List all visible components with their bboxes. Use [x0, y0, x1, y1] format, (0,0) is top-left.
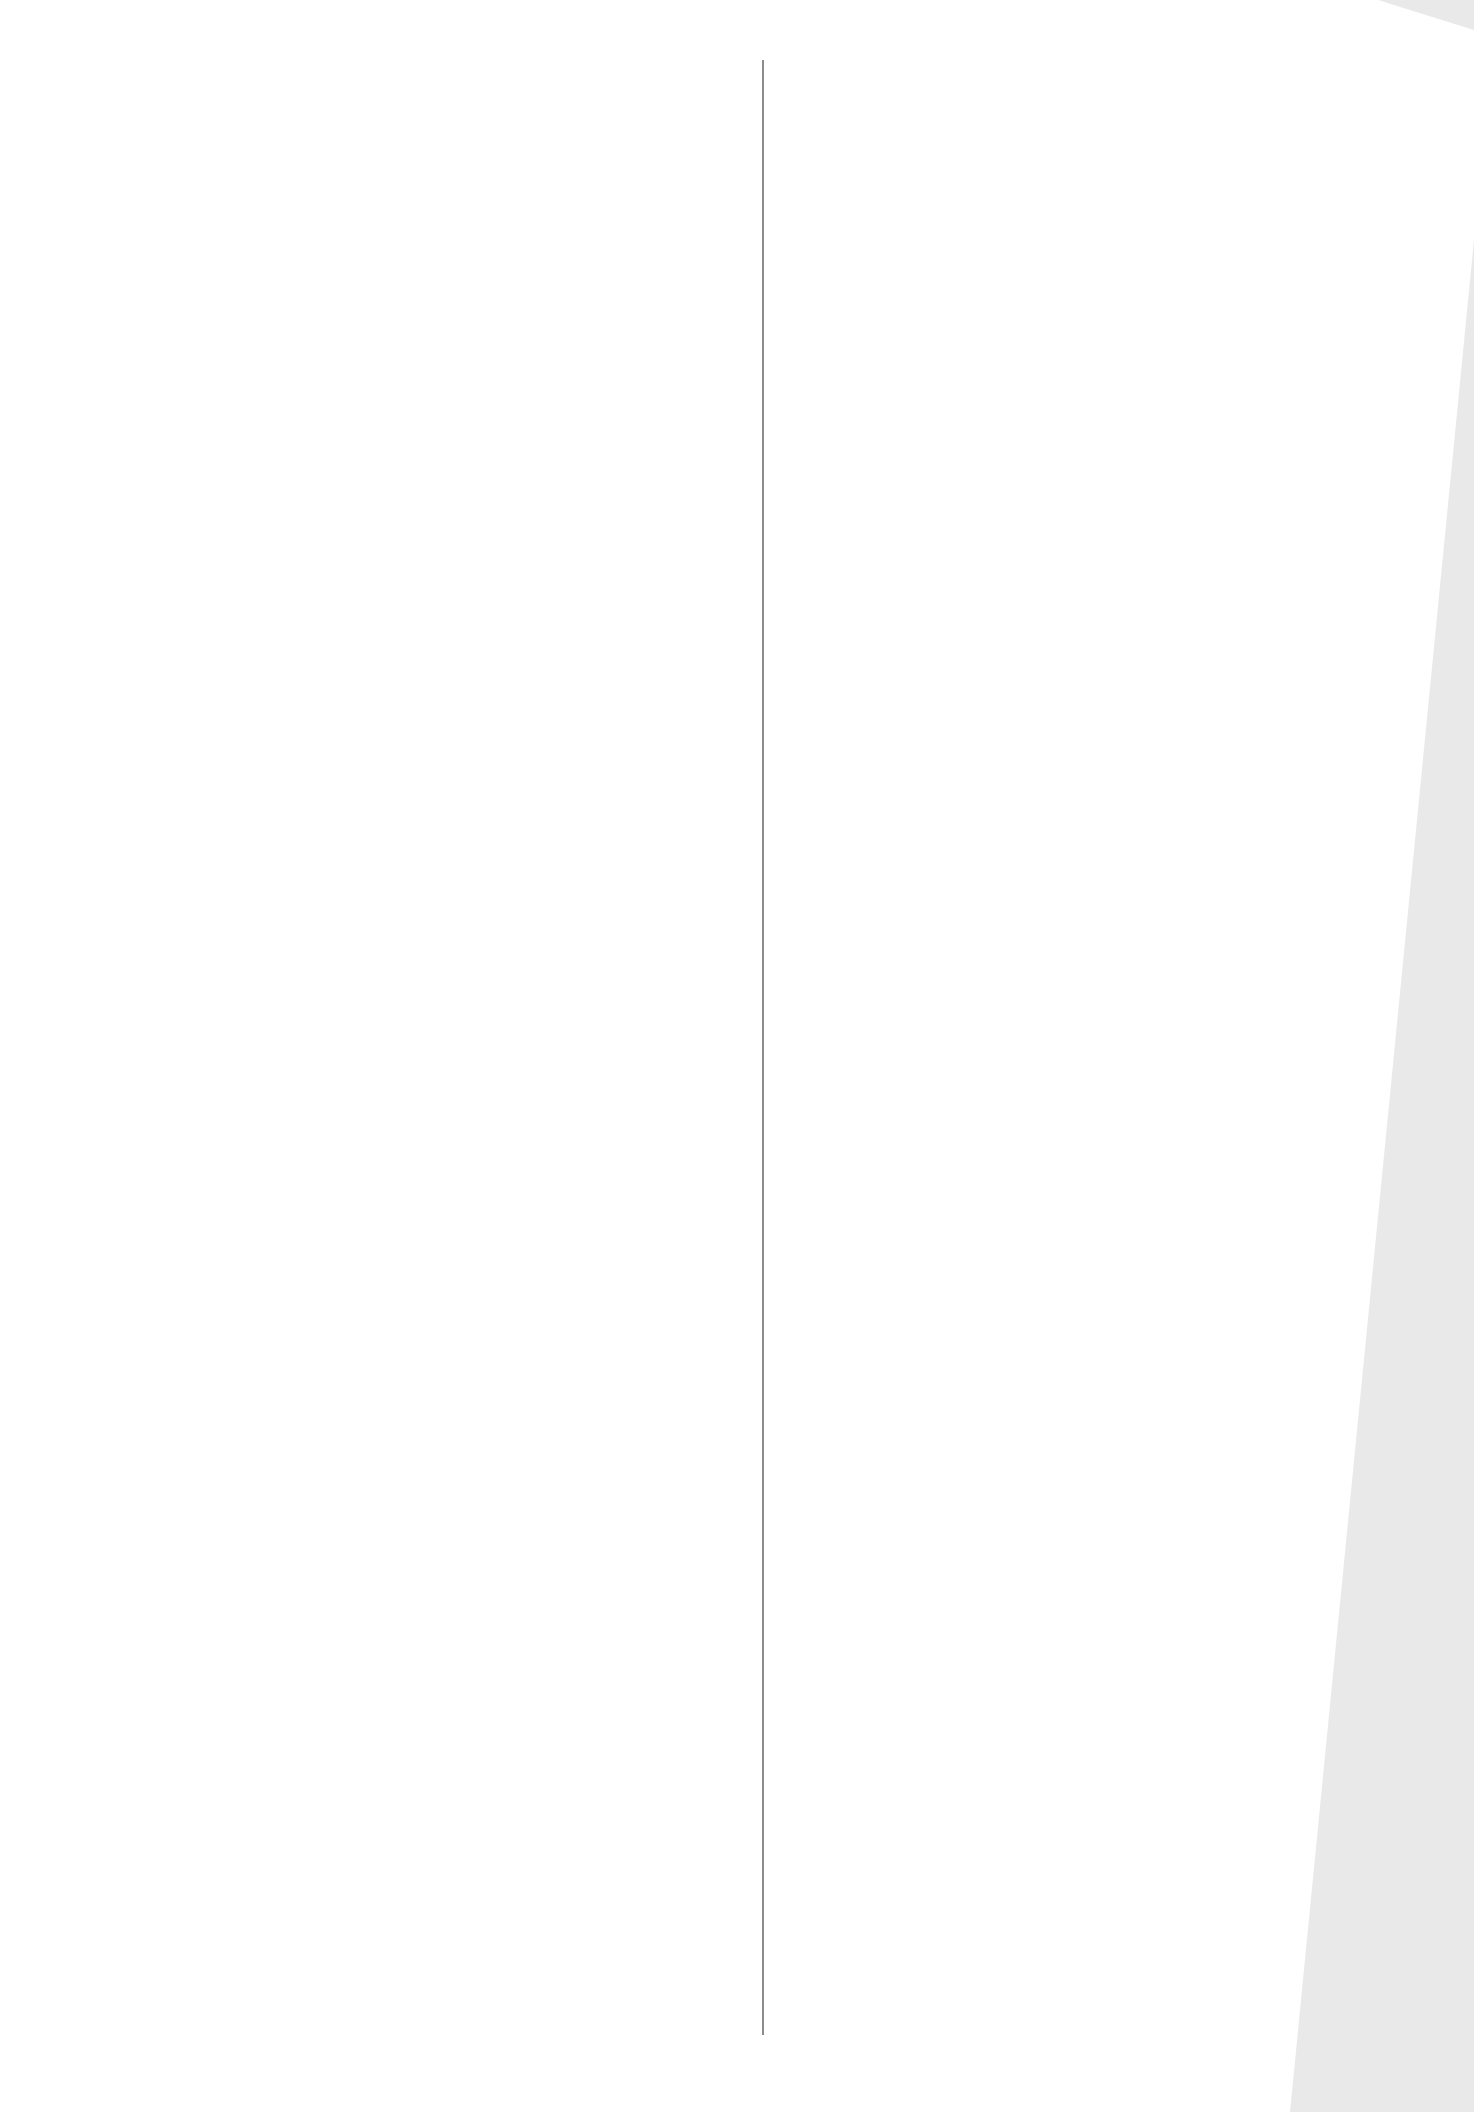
column-divider — [762, 60, 764, 2035]
right-column — [790, 38, 1430, 42]
